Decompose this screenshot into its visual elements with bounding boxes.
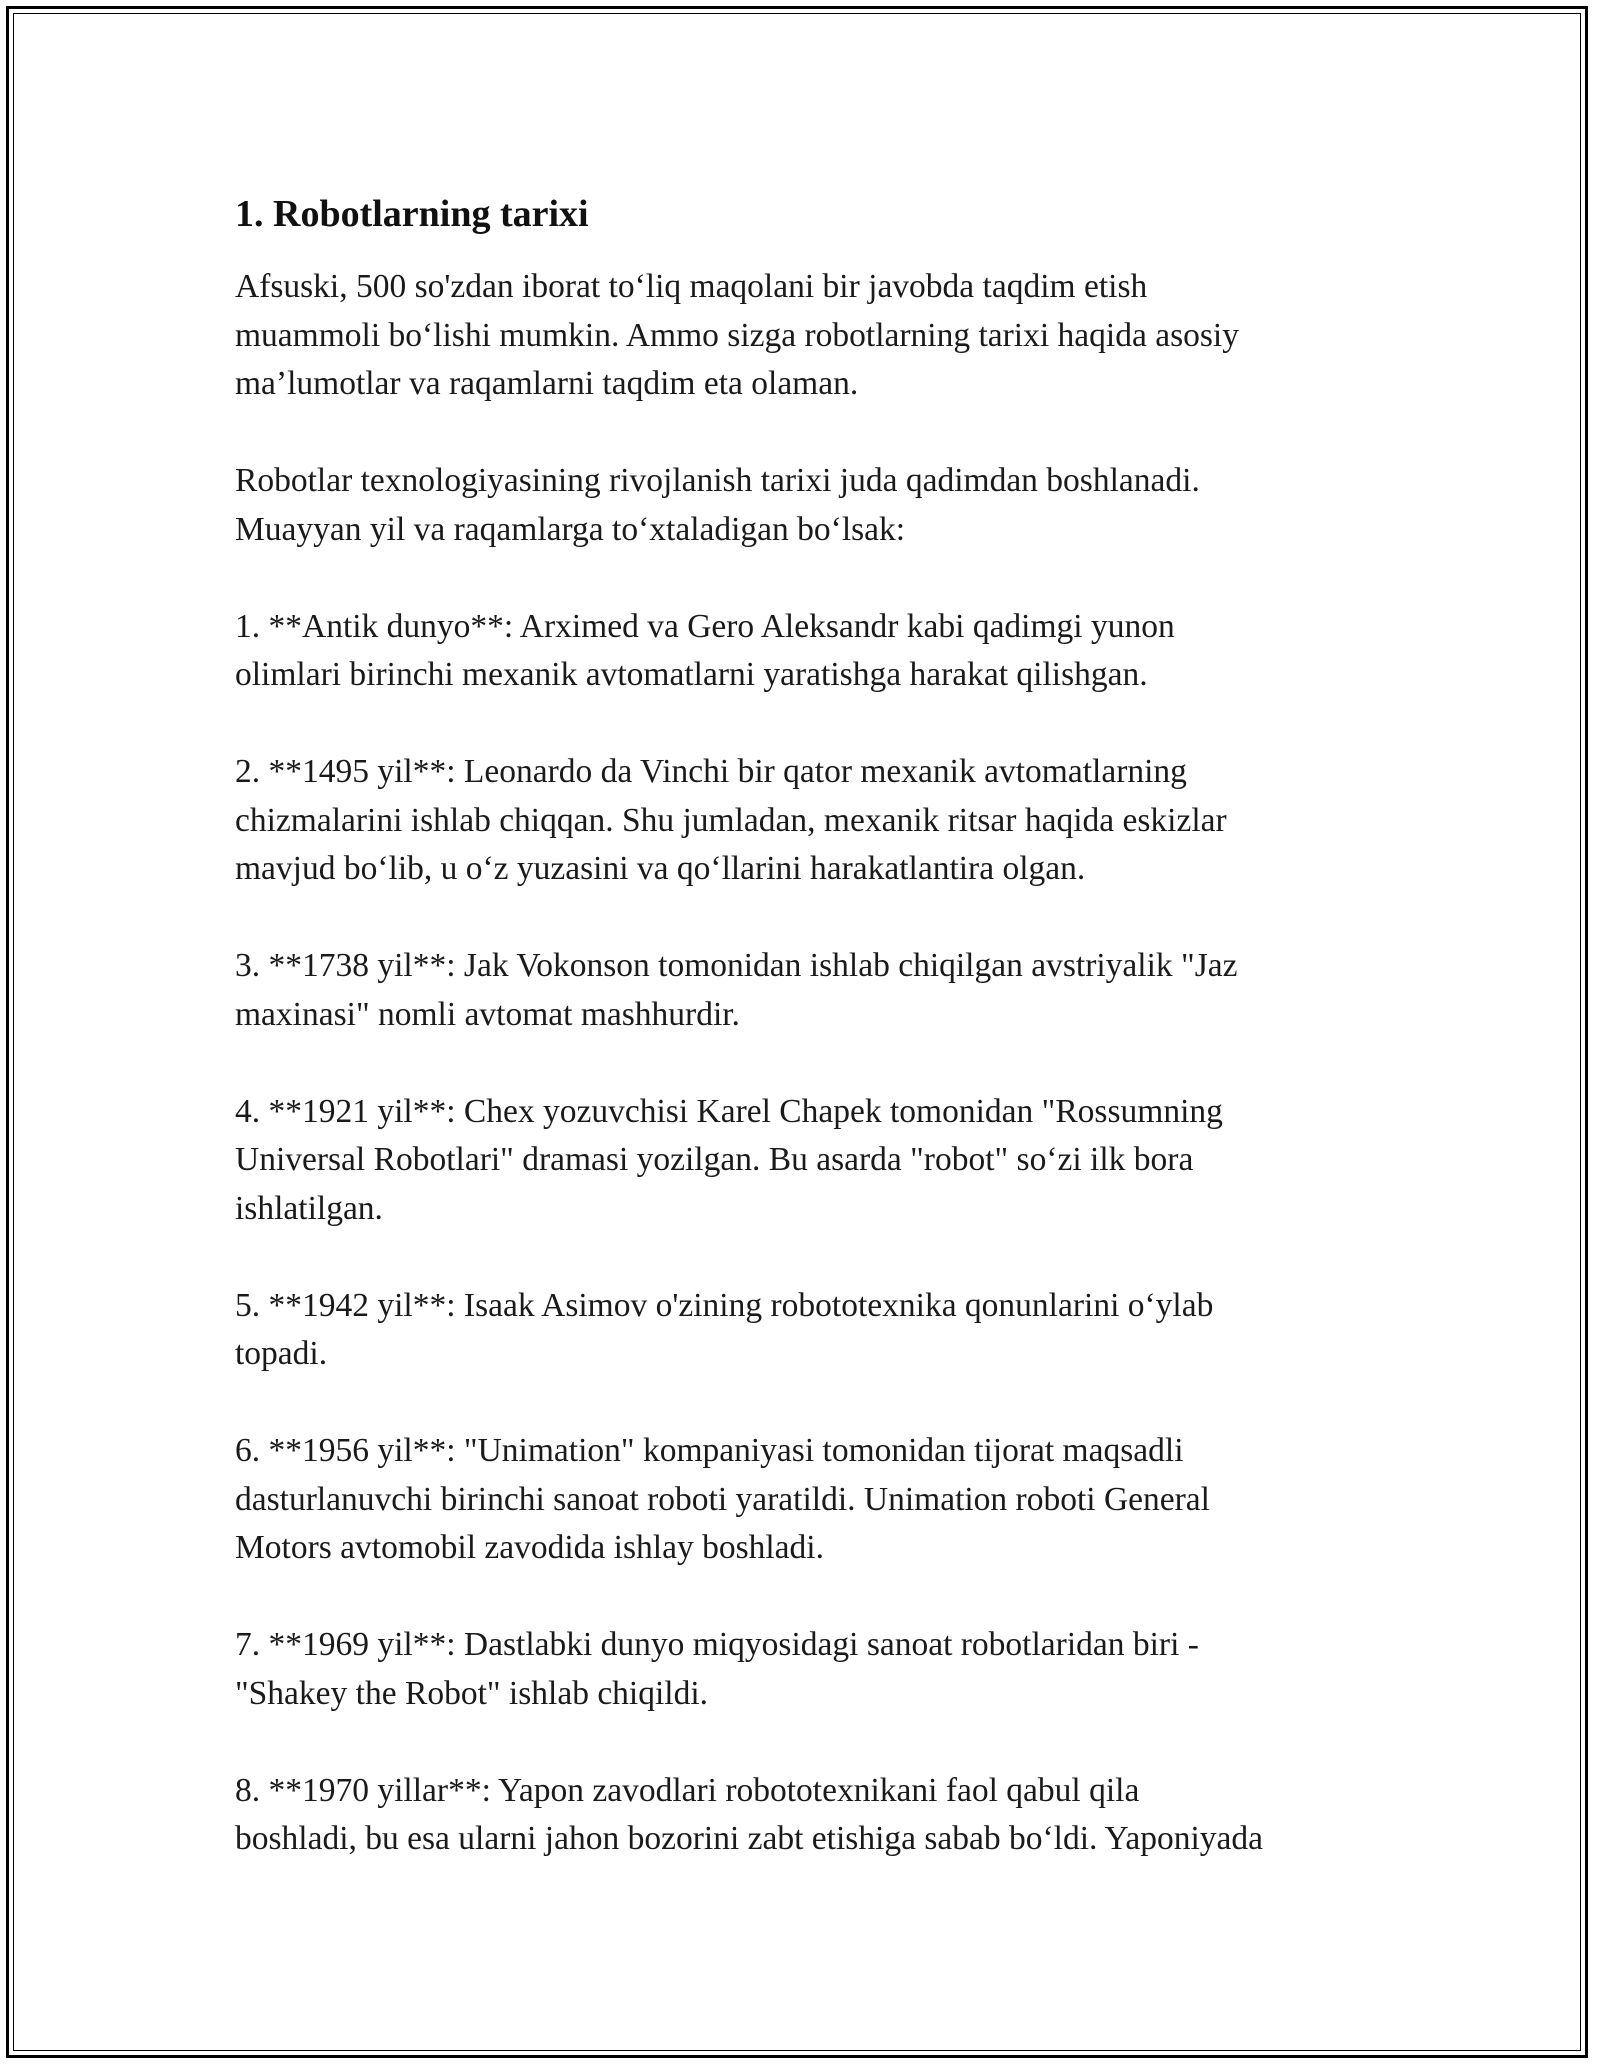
intro-line: muammoli bo‘lishi mumkin. Ammo sizga robotlarning tarixi haqida asosiy — [235, 316, 1239, 354]
list-item-1956 — [235, 1427, 1410, 1573]
list-item-line: topadi. — [235, 1335, 328, 1373]
lead-line: Muayyan yil va raqamlarga to‘xtaladigan bo‘lsak: — [235, 510, 906, 548]
list-item-line: 2. **1495 yil**: Leonardo da Vinchi bir qator mexanik avtomatlarning — [235, 753, 1187, 791]
list-item-line: 5. **1942 yil**: Isaak Asimov o'zining robototexnika qonunlarini o‘ylab — [235, 1286, 1214, 1324]
list-item-line: 1. **Antik dunyo**: Arximed va Gero Aleksandr kabi qadimgi yunon — [235, 607, 1175, 645]
list-item-line: ishlatilgan. — [235, 1189, 383, 1227]
lead-paragraph — [235, 457, 1410, 554]
list-item-line: 7. **1969 yil**: Dastlabki dunyo miqyosidagi sanoat robotlaridan biri - — [235, 1626, 1199, 1664]
list-item-1942 — [235, 1282, 1410, 1379]
list-item-line: 4. **1921 yil**: Chex yozuvchisi Karel Chapek tomonidan "Rossumning — [235, 1092, 1223, 1130]
list-item-line: 3. **1738 yil**: Jak Vokonson tomonidan ishlab chiqilgan avstriyalik "Jaz — [235, 947, 1238, 985]
list-item-line: Motors avtomobil zavodida ishlay boshladi. — [235, 1529, 824, 1567]
section-heading: 1. Robotlarning tarixi — [235, 193, 589, 235]
list-item-line: 8. **1970 yillar**: Yapon zavodlari robototexnikani faol qabul qila — [235, 1771, 1140, 1809]
list-item-line: maxinasi" nomli avtomat mashhurdir. — [235, 995, 740, 1033]
list-item-line: olimlari birinchi mexanik avtomatlarni yaratishga harakat qilishgan. — [235, 656, 1148, 694]
lead-line: Robotlar texnologiyasining rivojlanish tarixi juda qadimdan boshlanadi. — [235, 462, 1200, 500]
list-item-line: "Shakey the Robot" ishlab chiqildi. — [235, 1674, 709, 1712]
list-item-1921 — [235, 1088, 1410, 1234]
list-item-line: Universal Robotlari" dramasi yozilgan. Bu asarda "robot" so‘zi ilk bora — [235, 1141, 1194, 1179]
document-body — [235, 178, 1410, 1864]
intro-line: ma’lumotlar va raqamlarni taqdim eta olaman. — [235, 365, 859, 403]
list-item-antik-dunyo — [235, 603, 1410, 700]
list-item-line: mavjud bo‘lib, u o‘z yuzasini va qo‘llarini harakatlantira olgan. — [235, 850, 1086, 888]
list-item-1738 — [235, 942, 1410, 1039]
list-item-line: boshladi, bu esa ularni jahon bozorini zabt etishiga sabab bo‘ldi. Yaponiyada — [235, 1820, 1264, 1858]
list-item-1969 — [235, 1621, 1410, 1718]
intro-line: Afsuski, 500 so'zdan iborat to‘liq maqolani bir javobda taqdim etish — [235, 268, 1148, 306]
list-item-line: dasturlanuvchi birinchi sanoat roboti yaratildi. Unimation roboti General — [235, 1480, 1210, 1518]
list-item-1495 — [235, 748, 1410, 894]
list-item-1970s — [235, 1767, 1410, 1864]
list-item-line: 6. **1956 yil**: "Unimation" kompaniyasi tomonidan tijorat maqsadli — [235, 1432, 1184, 1470]
list-item-line: chizmalarini ishlab chiqqan. Shu jumladan, mexanik ritsar haqida eskizlar — [235, 801, 1227, 839]
intro-paragraph — [235, 263, 1410, 409]
